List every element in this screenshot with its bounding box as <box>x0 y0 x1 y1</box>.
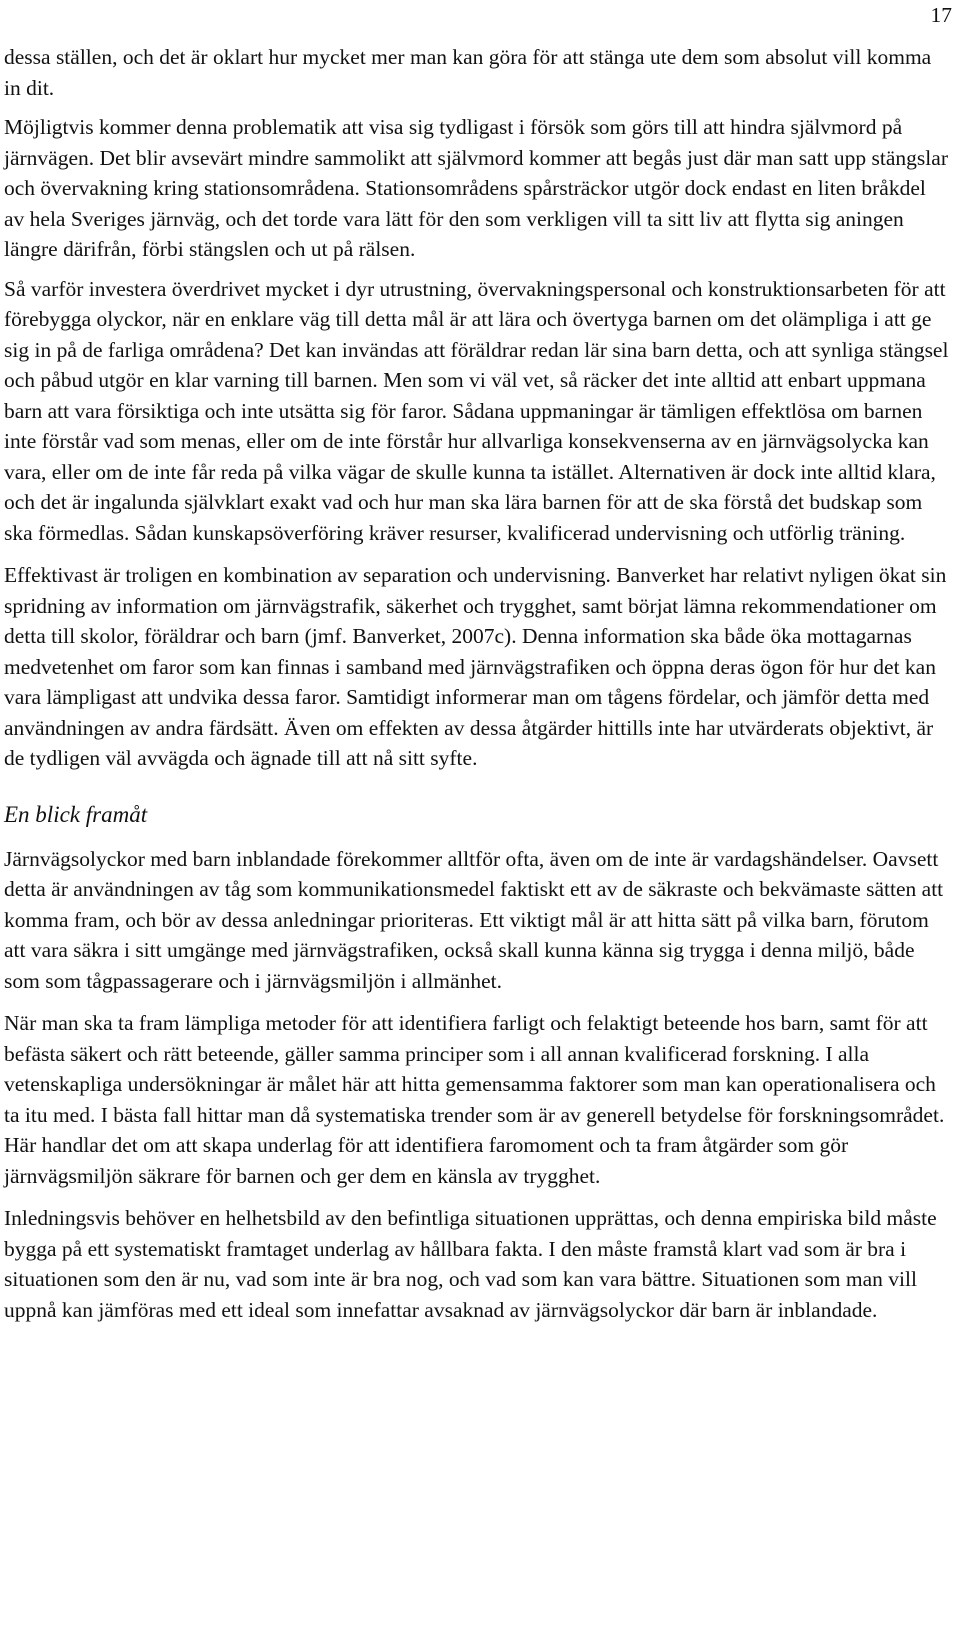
paragraph-5: Järnvägsolyckor med barn inblandade förekommer alltför ofta, även om de inte är vardagshändelser. Oavsett detta är användningen av tåg som kommunikationsmedel faktiskt ett av de säkraste och bekvämaste sätten att komma fram, och bör av dessa anledningar prioriteras. Ett viktigt mål är att hitta sätt på vilka barn, förutom att vara säkra i sitt umgänge med järnvägstrafiken, också skall kunna känna sig trygga i denna miljö, både som som tågpassagerare och i järnvägsmiljön i allmänhet. <box>4 846 944 993</box>
paragraph-6: När man ska ta fram lämpliga metoder för att identifiera farligt och felaktigt beteende hos barn, samt för att befästa säkert och rätt beteende, gäller samma principer som i all annan kvalificerad forskning. I alla vetenskapliga undersökningar är målet här att hitta gemensamma faktorer som man kan operationalisera och ta itu med. I bästa fall hittar man då systematiska trender som är av generell betydelse för forskningsområdet. Här handlar det om att skapa underlag för att identifiera faromoment och ta fram åtgärder som gör järnvägsmiljön säkrare för barnen och ger dem en känsla av trygghet. <box>4 1011 945 1188</box>
paragraph-3: Så varför investera överdrivet mycket i dyr utrustning, övervakningspersonal och konstruktionsarbeten för att förebygga olyckor, när en enklare väg till detta mål är att lära och övertyga barnen om det olämpliga i att ge sig in på de farliga områdena? Det kan invändas att föräldrar redan lär sina barn detta, och att synliga stängsel och påbud utgör en klar varning till barnen. Men som vi väl vet, så räcker det inte alltid att enbart uppmana barn att vara försiktiga och inte utsätta sig för faror. Sådana uppmaningar är tämligen effektlösa om barnen inte förstår vad som menas, eller om de inte förstår hur allvarliga konsekvenserna av en järnvägsolycka kan vara, eller om de inte får reda på vilka vägar de skulle kunna ta istället. Alternativen är dock inte alltid klara, och det är ingalunda självklart exakt vad och hur man ska lära barnen för att de ska förstå det budskap som ska förmedlas. Sådan kunskapsöverföring kräver resurser, kvalificerad undervisning och utförlig träning. <box>4 276 949 545</box>
paragraph-2: Möjligtvis kommer denna problematik att visa sig tydligast i försök som görs till att hindra självmord på järnvägen. Det blir avsevärt mindre sammolikt att självmord kommer att begås just där man satt upp stängslar och övervakning kring stationsområdena. Stationsområdens spårsträckor utgör dock endast en liten bråkdel av hela Sveriges järnväg, och det torde vara lätt för den som verkligen vill ta sitt liv att flytta sig aningen längre därifrån, förbi stängslen och ut på rälsen. <box>4 115 948 261</box>
paragraph-4: Effektivast är troligen en kombination av separation och undervisning. Banverket har relativt nyligen ökat sin spridning av information om järnvägstrafik, säkerhet och trygghet, samt börjat lämna rekommendationer om detta till skolor, föräldrar och barn (jmf. Banverket, 2007c). Denna information ska både öka mottagarnas medvetenhet om faror som kan finnas i samband med järnvägstrafiken och öppna deras ögon för hur det kan vara lämpligast att undvika dessa faror. Samtidigt informerar man om tågens fördelar, och jämför detta med användningen av andra färdsätt. Även om effekten av dessa åtgärder hittills inte har utvärderats objektivt, är de tydligen väl avvägda och ägnade till att nå sitt syfte. <box>4 563 947 770</box>
page-number: 17 <box>930 3 952 27</box>
body-text <box>4 42 950 1337</box>
section-heading: En blick framåt <box>4 801 148 827</box>
paragraph-1: dessa ställen, och det är oklart hur mycket mer man kan göra för att stänga ute dem som absolut vill komma in dit. <box>4 45 932 100</box>
paragraph-7: Inledningsvis behöver en helhetsbild av den befintliga situationen upprättas, och denna empiriska bild måste bygga på ett systematiskt framtaget underlag av hållbara fakta. I den måste framstå klart vad som är bra i situationen som den är nu, vad som inte är bra nog, och vad som kan vara bättre. Situationen som man vill uppnå kan jämföras med ett ideal som innefattar avsaknad av järnvägsolyckor där barn är inblandade. <box>4 1206 937 1322</box>
